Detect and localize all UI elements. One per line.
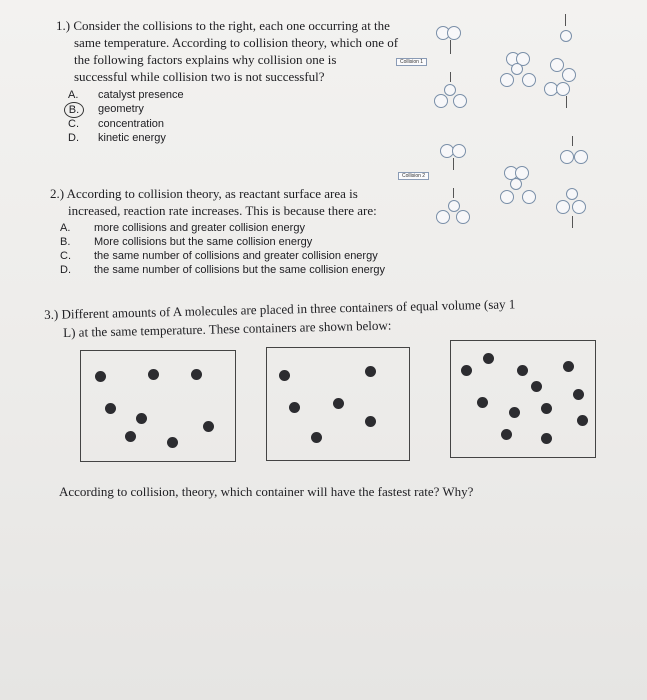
q2-option-letter: A. bbox=[60, 222, 71, 234]
q1-option-letter: D. bbox=[68, 132, 79, 144]
molecule-icon bbox=[566, 188, 578, 200]
collision-2-label: Collision 2 bbox=[398, 172, 429, 180]
molecule-dot bbox=[563, 361, 574, 372]
molecule-dot bbox=[461, 365, 472, 376]
q2-option-text: the same number of collisions but the same collision energy bbox=[94, 264, 386, 276]
arrow-up-icon bbox=[453, 188, 454, 198]
q1-line-2: same temperature. According to collision theory, which one of bbox=[74, 35, 399, 50]
molecule-icon bbox=[436, 210, 450, 224]
molecule-icon bbox=[511, 63, 523, 75]
q2-line-2: increased, reaction rate increases. This is because there are: bbox=[68, 203, 377, 218]
arrow-down-icon bbox=[566, 96, 567, 108]
molecule-icon bbox=[556, 82, 570, 96]
q2-option-letter: D. bbox=[60, 264, 71, 276]
q1-option-text: concentration bbox=[98, 118, 165, 130]
molecule-icon bbox=[562, 68, 576, 82]
q2-option-text: the same number of collisions and greater collision energy bbox=[94, 250, 378, 262]
arrow-down-icon bbox=[572, 216, 573, 228]
collision-1-label: Collision 1 bbox=[396, 58, 427, 66]
molecule-dot bbox=[517, 365, 528, 376]
molecule-dot bbox=[279, 370, 290, 381]
q1-option-letter: C. bbox=[68, 118, 79, 130]
molecule-dot bbox=[148, 369, 159, 380]
molecule-icon bbox=[500, 190, 514, 204]
q1-line-3: the following factors explains why collision one is bbox=[74, 52, 337, 67]
q3-line-2: L) at the same temperature. These containers are shown below: bbox=[63, 317, 392, 340]
molecule-icon bbox=[434, 94, 448, 108]
molecule-icon bbox=[500, 73, 514, 87]
molecule-icon bbox=[447, 26, 461, 40]
molecule-dot bbox=[501, 429, 512, 440]
q2-option-letter: B. bbox=[60, 236, 71, 248]
q2-option-text: More collisions but the same collision energy bbox=[94, 236, 313, 248]
molecule-dot bbox=[577, 415, 588, 426]
q2-option-letter: C. bbox=[60, 250, 71, 262]
molecule-dot bbox=[531, 381, 542, 392]
arrow-up-icon bbox=[572, 136, 573, 146]
molecule-dot bbox=[167, 437, 178, 448]
arrow-down-icon bbox=[453, 158, 454, 170]
q1-option-letter-circled: B. bbox=[64, 102, 84, 118]
molecule-dot bbox=[509, 407, 520, 418]
container-1 bbox=[80, 350, 236, 462]
molecule-dot bbox=[191, 369, 202, 380]
molecule-dot bbox=[483, 353, 494, 364]
molecule-icon bbox=[510, 178, 522, 190]
molecule-dot bbox=[105, 403, 116, 414]
arrow-up-icon bbox=[450, 72, 451, 82]
molecule-dot bbox=[541, 403, 552, 414]
molecule-icon bbox=[560, 30, 572, 42]
molecule-dot bbox=[573, 389, 584, 400]
molecule-icon bbox=[572, 200, 586, 214]
molecule-dot bbox=[289, 402, 300, 413]
molecule-dot bbox=[365, 416, 376, 427]
q2-line-1: 2.) According to collision theory, as reactant surface area is bbox=[50, 186, 358, 201]
q1-option-text: geometry bbox=[98, 103, 144, 115]
molecule-icon bbox=[522, 73, 536, 87]
q3-followup: According to collision, theory, which container will have the fastest rate? Why? bbox=[59, 484, 474, 499]
molecule-dot bbox=[95, 371, 106, 382]
molecule-dot bbox=[365, 366, 376, 377]
molecule-icon bbox=[452, 144, 466, 158]
molecule-icon bbox=[550, 58, 564, 72]
molecule-icon bbox=[522, 190, 536, 204]
arrow-up-icon bbox=[565, 14, 566, 26]
q3-line-1: 3.) Different amounts of A molecules are placed in three containers of equal volume (say 1 bbox=[44, 296, 516, 322]
molecule-dot bbox=[203, 421, 214, 432]
q2-option-text: more collisions and greater collision energy bbox=[94, 222, 305, 234]
molecule-icon bbox=[560, 150, 574, 164]
molecule-icon bbox=[456, 210, 470, 224]
molecule-dot bbox=[333, 398, 344, 409]
molecule-dot bbox=[477, 397, 488, 408]
q1-option-text: kinetic energy bbox=[98, 132, 166, 144]
q1-line-1: 1.) Consider the collisions to the right, each one occurring at the bbox=[56, 18, 390, 33]
arrow-down-icon bbox=[450, 40, 451, 54]
container-2 bbox=[266, 347, 410, 461]
container-3 bbox=[450, 340, 596, 458]
molecule-dot bbox=[541, 433, 552, 444]
molecule-icon bbox=[444, 84, 456, 96]
q1-line-4: successful while collision two is not successful? bbox=[74, 69, 325, 84]
molecule-icon bbox=[556, 200, 570, 214]
molecule-icon bbox=[453, 94, 467, 108]
q1-option-letter: A. bbox=[68, 89, 79, 101]
molecule-dot bbox=[125, 431, 136, 442]
molecule-icon bbox=[574, 150, 588, 164]
molecule-dot bbox=[136, 413, 147, 424]
molecule-dot bbox=[311, 432, 322, 443]
q1-option-text: catalyst presence bbox=[98, 89, 184, 101]
